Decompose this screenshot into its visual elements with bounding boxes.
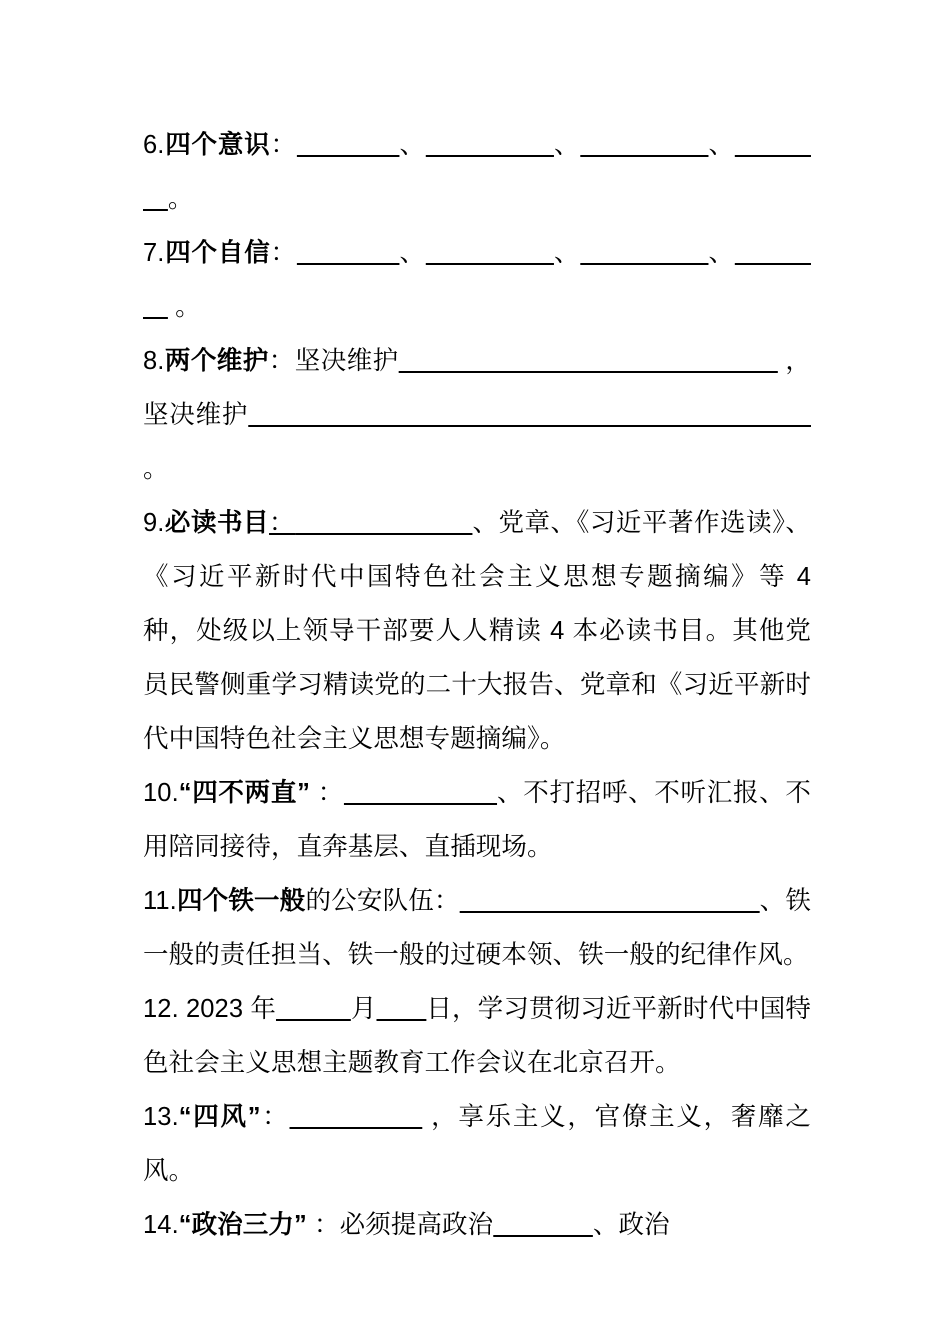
day-label: 日 — [426, 995, 453, 1023]
item-lead-text: 必须提高政治 — [339, 1211, 494, 1239]
answer-blank[interactable] — [290, 1103, 423, 1131]
answer-blank[interactable] — [297, 239, 400, 267]
answer-blank[interactable] — [580, 239, 708, 267]
item-body-text: ，享乐主义，官僚主义，奢靡之风。 — [143, 1103, 811, 1185]
list-item-12 — [143, 982, 811, 1090]
item-separator: 、 — [553, 131, 581, 159]
item-colon: ： — [268, 347, 295, 375]
item-number: 14. — [143, 1211, 179, 1239]
answer-blank[interactable] — [426, 131, 554, 159]
answer-blank[interactable] — [297, 131, 400, 159]
list-item-7 — [143, 226, 811, 334]
answer-blank[interactable] — [344, 779, 497, 807]
answer-blank[interactable] — [426, 239, 554, 267]
answer-blank[interactable] — [460, 887, 760, 915]
item-end-punctuation: 。 — [143, 455, 169, 483]
answer-blank[interactable] — [580, 131, 708, 159]
item-body-text: 、铁一般的责任担当、铁一般的过硬本领、铁一般的纪律作风。 — [143, 887, 811, 969]
answer-blank-month[interactable] — [276, 995, 351, 1023]
answer-blank[interactable] — [295, 509, 472, 537]
item-number: 6. — [143, 131, 165, 159]
item-lead-text: 坚决维护 — [294, 347, 399, 375]
item-number: 12. — [143, 995, 186, 1023]
item-number: 13. — [143, 1103, 179, 1131]
item-end-punctuation: 。 — [167, 185, 194, 213]
document-body — [143, 118, 811, 1252]
answer-blank[interactable] — [399, 347, 778, 375]
item-term: 必读书目 — [164, 509, 270, 537]
item-separator: 、 — [708, 239, 735, 267]
list-item-9 — [143, 496, 811, 766]
item-colon: ： — [269, 509, 296, 537]
list-item-11 — [143, 874, 811, 982]
item-colon: ： — [306, 1211, 340, 1239]
item-lead-text: 的公安队伍 — [305, 887, 434, 915]
item-colon: ： — [309, 779, 344, 807]
item-separator: 、 — [399, 131, 426, 159]
item-separator: 、 — [553, 239, 581, 267]
answer-blank[interactable] — [248, 401, 811, 429]
item-number: 11. — [143, 887, 177, 915]
item-separator: 、 — [708, 131, 735, 159]
list-item-13 — [143, 1090, 811, 1198]
item-term: “四风” — [178, 1103, 261, 1131]
item-body-text: ，学习贯彻习近平新时代中国特色社会主义思想主题教育工作会议在北京召开。 — [143, 995, 811, 1077]
item-number: 7. — [143, 239, 165, 267]
item-term: 四个意识 — [164, 131, 271, 159]
item-term: “四不两直” — [178, 779, 310, 807]
item-number: 8. — [143, 347, 165, 375]
item-lead-text: 坚决维护 — [143, 401, 249, 429]
list-item-14 — [143, 1198, 811, 1252]
item-number: 9. — [143, 509, 165, 537]
list-item-10 — [143, 766, 811, 874]
item-colon: ： — [270, 131, 297, 159]
item-term: 两个维护 — [164, 347, 269, 375]
item-body-text: 、政治 — [592, 1211, 670, 1239]
answer-blank[interactable] — [493, 1211, 593, 1239]
item-body-text: 、不打招呼、不听汇报、不用陪同接待，直奔基层、直插现场。 — [143, 779, 811, 861]
item-term: “政治三力” — [178, 1211, 307, 1239]
item-term: 四个自信 — [164, 239, 271, 267]
item-end-punctuation: 。 — [167, 293, 201, 321]
item-separator: 、 — [399, 239, 426, 267]
item-term: 四个铁一般 — [176, 887, 306, 915]
list-item-8 — [143, 334, 811, 496]
item-colon: ： — [433, 887, 460, 915]
answer-blank-day[interactable] — [376, 995, 426, 1023]
list-item-6 — [143, 118, 811, 226]
month-label: 月 — [350, 995, 377, 1023]
item-year: 2023 年 — [185, 995, 276, 1023]
item-colon: ： — [270, 239, 297, 267]
item-body-text: 、党章、《习近平著作选读》、《习近平新时代中国特色社会主义思想专题摘编》等 4 种，处级以上领导干部要人人精读 4 本必读书目。其他党员民警侧重学习精读党的二十大报告、党章和《习近平新时代中国特色社会主义思想专题摘编》。 — [143, 509, 811, 753]
item-separator: ， — [777, 347, 811, 375]
item-colon: ： — [260, 1103, 290, 1131]
item-number: 10. — [143, 779, 179, 807]
